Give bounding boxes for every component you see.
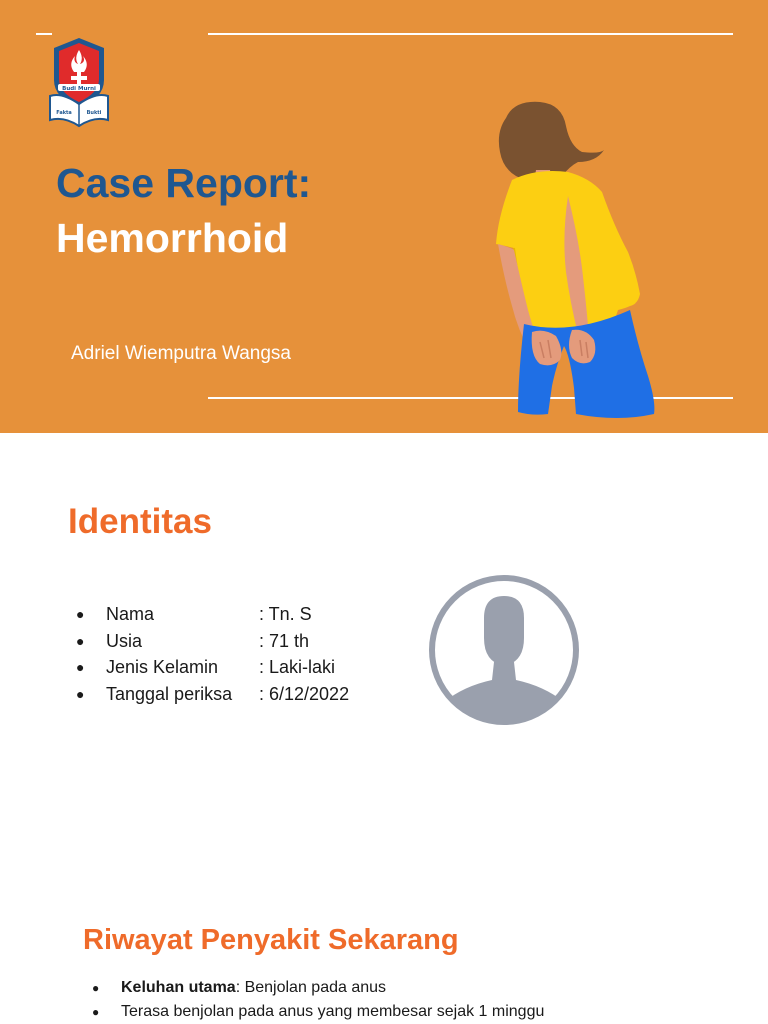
heading-riwayat-penyakit: Riwayat Penyakit Sekarang [83, 924, 459, 956]
school-logo [46, 36, 112, 128]
identity-label: Usia [106, 630, 143, 651]
divider-top [208, 33, 733, 35]
svg-text:Budi Murni: Budi Murni [62, 86, 96, 92]
heading-identitas: Identitas [68, 502, 212, 541]
author-name: Adriel Wiemputra Wangsa [71, 343, 291, 364]
bullet: ● [76, 606, 85, 622]
identity-value: : Tn. S [259, 604, 312, 624]
bullet: ● [76, 632, 85, 649]
bullet: ● [92, 981, 100, 995]
complaint-detail: : Benjolan pada anus [235, 979, 387, 996]
title-hemorrhoid: Hemorrhoid [56, 215, 289, 261]
identity-value: : Laki-laki [259, 657, 336, 677]
svg-text:Bukti: Bukti [86, 110, 102, 116]
title-slide [0, 0, 768, 433]
complaint-detail: Terasa benjolan pada anus yang membesar sejak 1 minggu [121, 1003, 545, 1020]
svg-text:Fakta: Fakta [56, 110, 72, 116]
bullet: ● [76, 659, 85, 675]
identity-label: Nama [106, 604, 155, 624]
woman-holding-buttocks-illustration [478, 96, 668, 422]
bullet: ● [76, 685, 85, 702]
complaint-text [121, 1000, 544, 1024]
user-avatar-icon [424, 570, 584, 734]
complaint-bold-label: Keluhan utama [121, 979, 236, 996]
identity-label: Tanggal periksa [106, 683, 233, 704]
identity-value: : 6/12/2022 [259, 683, 350, 704]
identity-value: : 71 th [259, 630, 310, 651]
identity-label: Jenis Kelamin [106, 657, 219, 677]
accent-dash [36, 33, 52, 35]
title-case-report: Case Report: [56, 160, 312, 206]
complaint-text [121, 976, 386, 1000]
bullet: ● [92, 1005, 100, 1019]
